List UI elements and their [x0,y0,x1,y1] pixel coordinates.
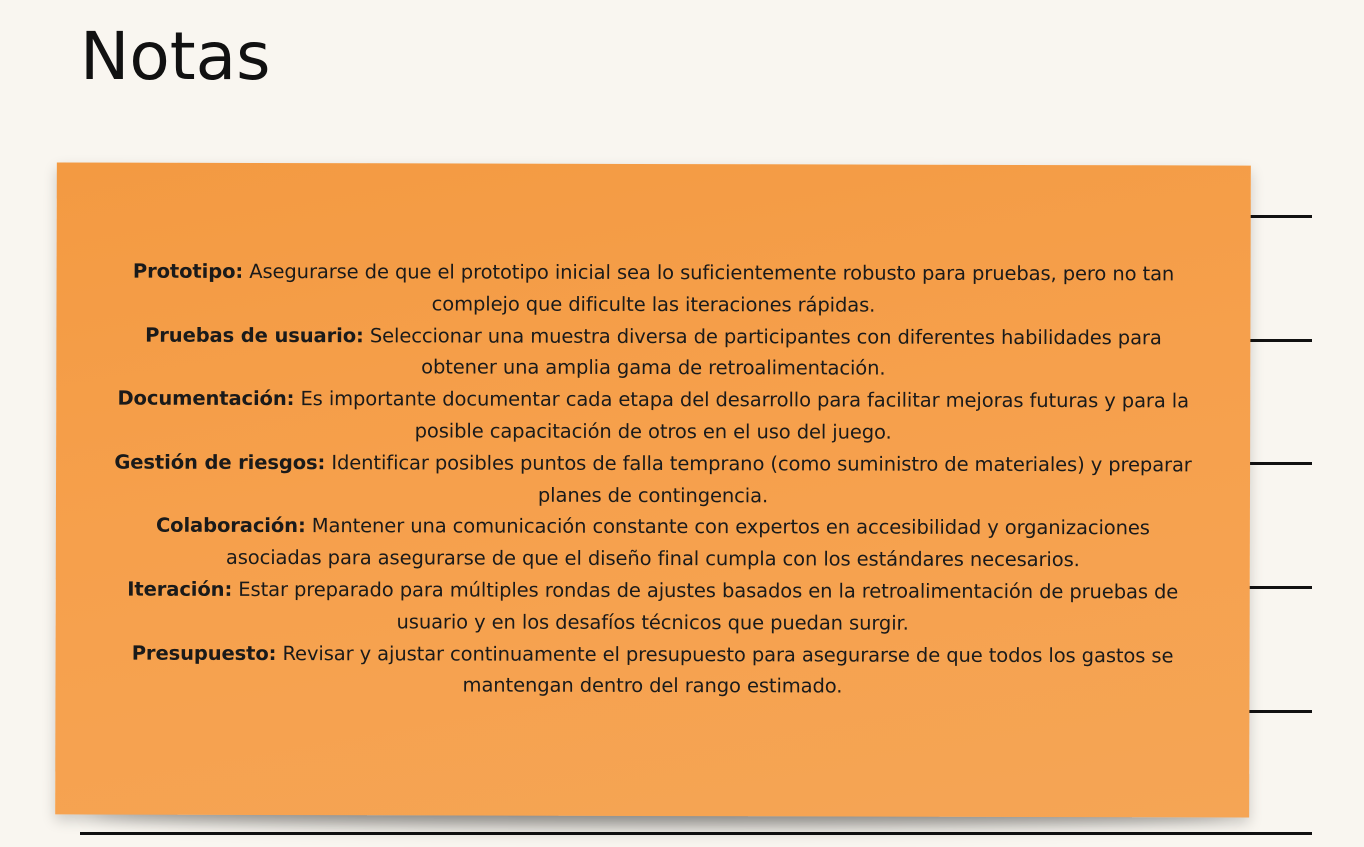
writing-line-bottom [80,832,1312,835]
note-label: Gestión de riesgos: [114,450,326,474]
writing-line [1240,339,1312,342]
note-item-prototipo [106,256,1200,322]
note-item-colaboracion [106,510,1200,576]
writing-line [1240,710,1312,713]
note-label: Presupuesto: [131,641,277,665]
note-label: Colaboración: [155,514,306,538]
note-text: Estar preparado para múltiples rondas de ajustes basados en la retroalimentación de pruebas de usuario y en los desafíos técnicos que puedan surgir. [238,577,1179,635]
note-label: Pruebas de usuario: [145,323,364,347]
writing-line [1240,215,1312,218]
notes-list [105,256,1200,704]
writing-line [1240,462,1312,465]
note-item-iteracion [106,574,1200,640]
note-text: Seleccionar una muestra diversa de participantes con diferentes habilidades para obtener una amplia gama de retroalimentación. [369,323,1162,380]
note-text: Revisar y ajustar continuamente el presupuesto para asegurarse de que todos los gastos se mantengan dentro del rango estimado. [282,641,1174,698]
note-text: Mantener una comunicación constante con expertos en accesibilidad y organizaciones asociadas para asegurarse de que el diseño final cumpla con los estándares necesarios. [225,514,1150,572]
note-label: Iteración: [127,577,233,601]
note-label: Documentación: [117,386,295,411]
writing-line [1240,586,1312,589]
note-item-pruebas-de-usuario [106,319,1200,385]
note-text: Identificar posibles puntos de falla temprano (como suministro de materiales) y preparar planes de contingencia. [331,450,1192,507]
sticky-note [55,162,1251,817]
page-title: Notas [80,18,271,95]
note-label: Prototipo: [132,259,244,283]
note-item-documentacion [106,383,1200,449]
note-item-presupuesto [105,637,1199,703]
note-text: Asegurarse de que el prototipo inicial sea lo suficientemente robusto para pruebas, pero no tan complejo que dificulte las iteraciones rápidas. [249,259,1175,317]
note-item-gestion-de-riesgos [106,446,1200,512]
note-text: Es importante documentar cada etapa del desarrollo para facilitar mejoras futuras y para la posible capacitación de otros en el uso del juego. [300,387,1190,444]
